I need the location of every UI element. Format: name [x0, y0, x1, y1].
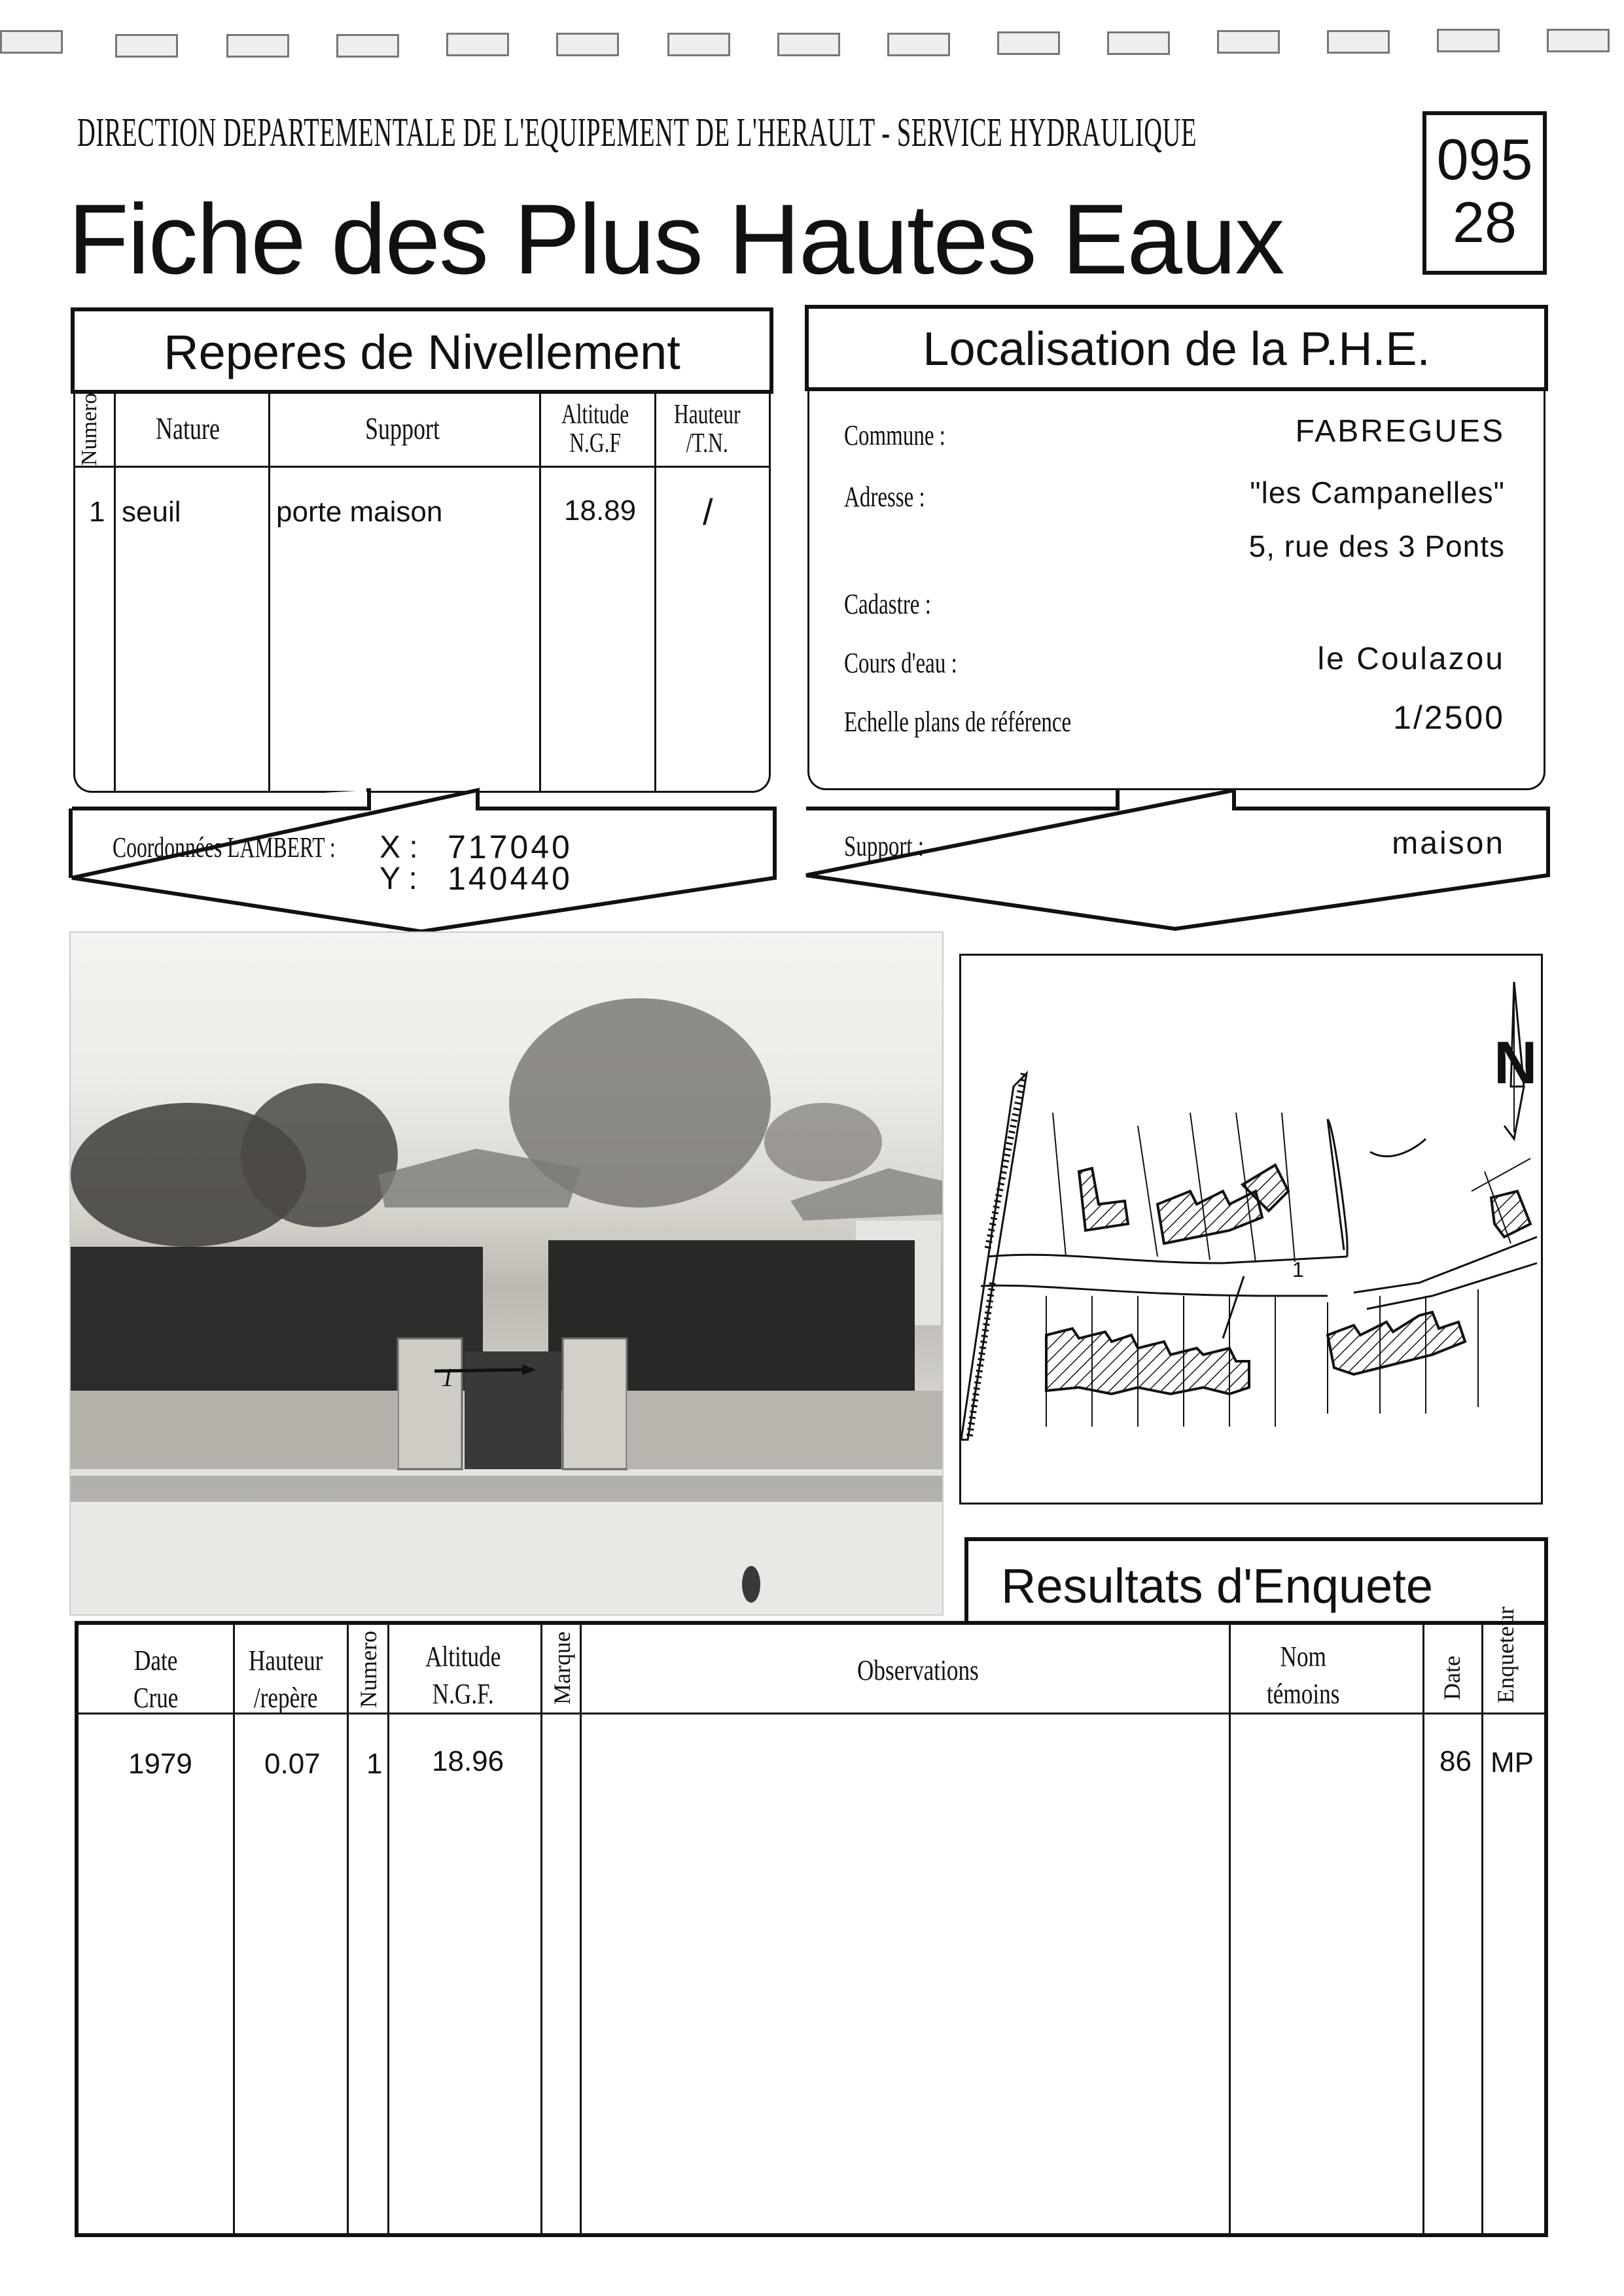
reperes-header-rule [73, 466, 771, 468]
reperes-col-divider [539, 392, 541, 791]
cadastre-label: Cadastre : [844, 588, 931, 620]
resultats-cell-date-crue: 1979 [128, 1748, 192, 1780]
page-title: Fiche des Plus Hautes Eaux [68, 184, 1284, 295]
resultats-col-divider [540, 1622, 542, 2236]
commune-label: Commune : [844, 419, 945, 451]
resultats-col-divider [233, 1622, 235, 2236]
resultats-title-box [964, 1537, 1548, 1625]
house-photo-drawing [71, 933, 944, 1616]
binder-tab [446, 33, 509, 56]
department-line: DIRECTION DEPARTEMENTALE DE L'EQUIPEMENT DE L'HERAULT - SERVICE HYDRAULIQUE [77, 111, 1197, 155]
echelle-label: Echelle plans de référence [844, 706, 1072, 738]
lambert-x-value: 717040 [448, 829, 573, 865]
reperes-cell-support: porte maison [276, 496, 443, 528]
resultats-col-altitude-l2: N.G.F. [432, 1678, 494, 1711]
binder-tab [0, 30, 63, 54]
reperes-col-support: Support [365, 411, 440, 446]
binder-tab [556, 33, 619, 56]
resultats-col-date-crue-l2: Crue [133, 1682, 179, 1714]
cours-value: le Coulazou [1317, 642, 1505, 676]
resultats-col-nom-l2: témoins [1267, 1678, 1340, 1711]
binder-tab [1547, 29, 1610, 52]
binder-tab [1107, 31, 1170, 55]
reperes-title: Reperes de Nivellement [164, 325, 680, 379]
lambert-y-label: Y : [380, 861, 417, 896]
resultats-col-altitude-l1: Altitude [425, 1641, 501, 1673]
resultats-cell-enqueteur: MP [1491, 1747, 1534, 1779]
adresse-label: Adresse : [844, 481, 925, 513]
resultats-col-nom [1267, 1638, 1339, 1713]
binder-tab [1437, 29, 1500, 52]
support-label: Support : [844, 830, 924, 862]
site-plan-drawing [961, 956, 1541, 1503]
house-photo [69, 931, 944, 1616]
binder-tab [1327, 30, 1390, 54]
binder-tab [226, 34, 289, 58]
echelle-value: 1/2500 [1393, 699, 1505, 736]
resultats-col-observations: Observations [857, 1654, 979, 1686]
fiche-code-line2: 28 [1453, 190, 1517, 254]
reperes-cell-nature: seuil [122, 496, 181, 528]
binder-tab [1217, 30, 1280, 54]
adresse-line1: "les Campanelles" [1250, 476, 1505, 510]
resultats-title: Resultats d'Enquete [1001, 1559, 1434, 1613]
commune-value: FABREGUES [1295, 414, 1505, 449]
reperes-col-altitude-l2: N.G.F [569, 428, 622, 459]
site-plan [959, 954, 1543, 1505]
resultats-cell-numero: 1 [366, 1748, 383, 1780]
binder-tab [887, 33, 950, 56]
support-value: maison [1392, 826, 1505, 861]
resultats-col-hauteur-l2: /repère [253, 1682, 318, 1714]
localisation-title-box [805, 305, 1548, 391]
photo-marker: 1 [441, 1363, 454, 1392]
binder-tab [777, 33, 840, 56]
resultats-col-nom-l1: Nom [1280, 1641, 1326, 1673]
resultats-col-numero: Numero [355, 1631, 381, 1708]
localisation-title: Localisation de la P.H.E. [923, 323, 1430, 375]
cours-label: Cours d'eau : [844, 647, 957, 679]
resultats-col-divider [580, 1622, 582, 2236]
reperes-col-altitude [561, 400, 629, 458]
reperes-cell-hauteur: / [703, 491, 713, 532]
fiche-code-box [1422, 111, 1547, 275]
resultats-cell-hauteur: 0.07 [264, 1748, 321, 1780]
binder-tab [997, 31, 1060, 55]
reperes-col-hauteur-l1: Hauteur [674, 400, 741, 430]
adresse-line2: 5, rue des 3 Ponts [1248, 529, 1505, 563]
resultats-col-divider [1229, 1622, 1231, 2236]
resultats-col-hauteur [249, 1642, 323, 1716]
binder-tab [115, 34, 178, 58]
north-label: N [1494, 1030, 1538, 1096]
binder-tab [667, 33, 730, 56]
reperes-table [73, 392, 771, 793]
resultats-col-date: Date [1439, 1656, 1465, 1700]
lambert-x-label: X : [380, 830, 418, 865]
reperes-col-divider [268, 392, 270, 791]
resultats-col-date-crue-l1: Date [133, 1644, 178, 1677]
resultats-col-marque: Marque [549, 1631, 575, 1705]
reperes-col-numero: Numero [77, 392, 101, 466]
reperes-title-box [71, 307, 773, 394]
resultats-col-divider [1422, 1622, 1424, 2236]
reperes-col-altitude-l1: Altitude [561, 400, 629, 430]
reperes-col-nature: Nature [156, 411, 220, 446]
reperes-cell-altitude: 18.89 [564, 495, 637, 527]
reperes-col-divider [114, 392, 116, 791]
resultats-col-divider [347, 1622, 349, 2236]
resultats-col-date-crue [133, 1642, 178, 1716]
resultats-col-altitude [425, 1638, 501, 1713]
resultats-col-divider [1481, 1622, 1483, 2236]
resultats-cell-date: 86 [1439, 1745, 1472, 1777]
resultats-col-divider [387, 1622, 389, 2236]
reperes-col-hauteur [674, 400, 740, 458]
fiche-code-line1: 095 [1436, 127, 1533, 192]
resultats-col-hauteur-l1: Hauteur [249, 1644, 323, 1677]
resultats-cell-altitude: 18.96 [432, 1745, 504, 1777]
lambert-y-value: 140440 [448, 860, 573, 897]
plan-marker: 1 [1292, 1258, 1304, 1281]
binder-tab [336, 34, 399, 58]
reperes-col-hauteur-l2: /T.N. [686, 428, 728, 459]
lambert-label: Coordonnées LAMBERT : [113, 831, 336, 863]
reperes-cell-numero: 1 [89, 496, 105, 528]
resultats-col-enqueteur: Enqueteur [1492, 1607, 1519, 1703]
reperes-col-divider [654, 392, 656, 791]
